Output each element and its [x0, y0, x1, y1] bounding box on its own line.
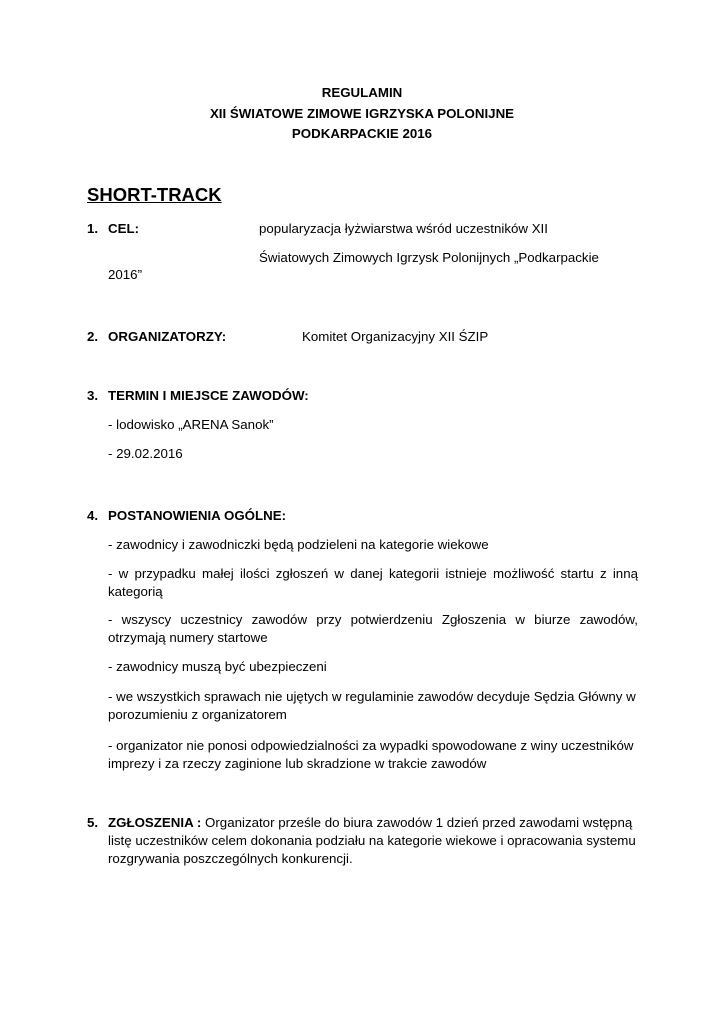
event-subtitle: PODKARPACKIE 2016	[291, 126, 433, 141]
section-1-text-line2: Światowych Zimowych Igrzysk Polonijnych „Podkarpackie	[259, 250, 599, 265]
section-3-label: TERMIN I MIEJSCE ZAWODÓW:	[108, 388, 309, 403]
section-4-item-3: - wszyscy uczestnicy zawodów przy potwierdzeniu Zgłoszenia w biurze zawodów, otrzymają numery startowe	[108, 612, 638, 645]
event-title: XII ŚWIATOWE ZIMOWE IGRZYSKA POLONIJNE	[209, 106, 515, 121]
section-2-value: Komitet Organizacyjny XII ŚZIP	[302, 329, 489, 344]
section-2-number: 2.	[87, 329, 99, 344]
discipline-heading: SHORT-TRACK	[87, 184, 222, 205]
section-5-text: Organizator prześle do biura zawodów 1 dzień przed zawodami wstępną listę uczestników celem dokonania podziału na kategorie wiekowe i opracowania systemu rozgrywania poszczególnych konkurencji.	[108, 815, 636, 866]
section-3-date: - 29.02.2016	[108, 446, 183, 461]
section-3-venue: - lodowisko „ARENA Sanok”	[108, 417, 274, 432]
section-4-item-5: - we wszystkich sprawach nie ujętych w regulaminie zawodów decyduje Sędzia Główny w porozumieniu z organizatorem	[108, 689, 636, 722]
section-2-label: ORGANIZATORZY:	[108, 329, 227, 344]
section-4-item-4: - zawodnicy muszą być ubezpieczeni	[108, 659, 327, 674]
section-4-item-6: - organizator nie ponosi odpowiedzialności za wypadki spowodowane z winy uczestników imprezy i za rzeczy zaginione lub skradzione w trakcie zawodów	[108, 738, 634, 771]
section-5-number: 5.	[87, 815, 99, 830]
section-1-number: 1.	[87, 221, 99, 236]
doc-title: REGULAMIN	[321, 85, 403, 100]
section-4-number: 4.	[87, 508, 99, 523]
section-1-label: CEL:	[108, 221, 140, 236]
section-4-label: POSTANOWIENIA OGÓLNE:	[108, 508, 287, 523]
section-4-item-1: - zawodnicy i zawodniczki będą podzieleni na kategorie wiekowe	[108, 537, 489, 552]
section-4-item-2: - w przypadku małej ilości zgłoszeń w danej kategorii istnieje możliwość startu z inną kategorią	[108, 566, 638, 599]
section-1-text-line3: 2016”	[108, 267, 143, 282]
section-1-text-line1: popularyzacja łyżwiarstwa wśród uczestników XII	[259, 221, 548, 236]
section-5-label: ZGŁOSZENIA :	[108, 815, 202, 830]
section-5-paragraph	[108, 814, 638, 868]
section-3-number: 3.	[87, 388, 99, 403]
